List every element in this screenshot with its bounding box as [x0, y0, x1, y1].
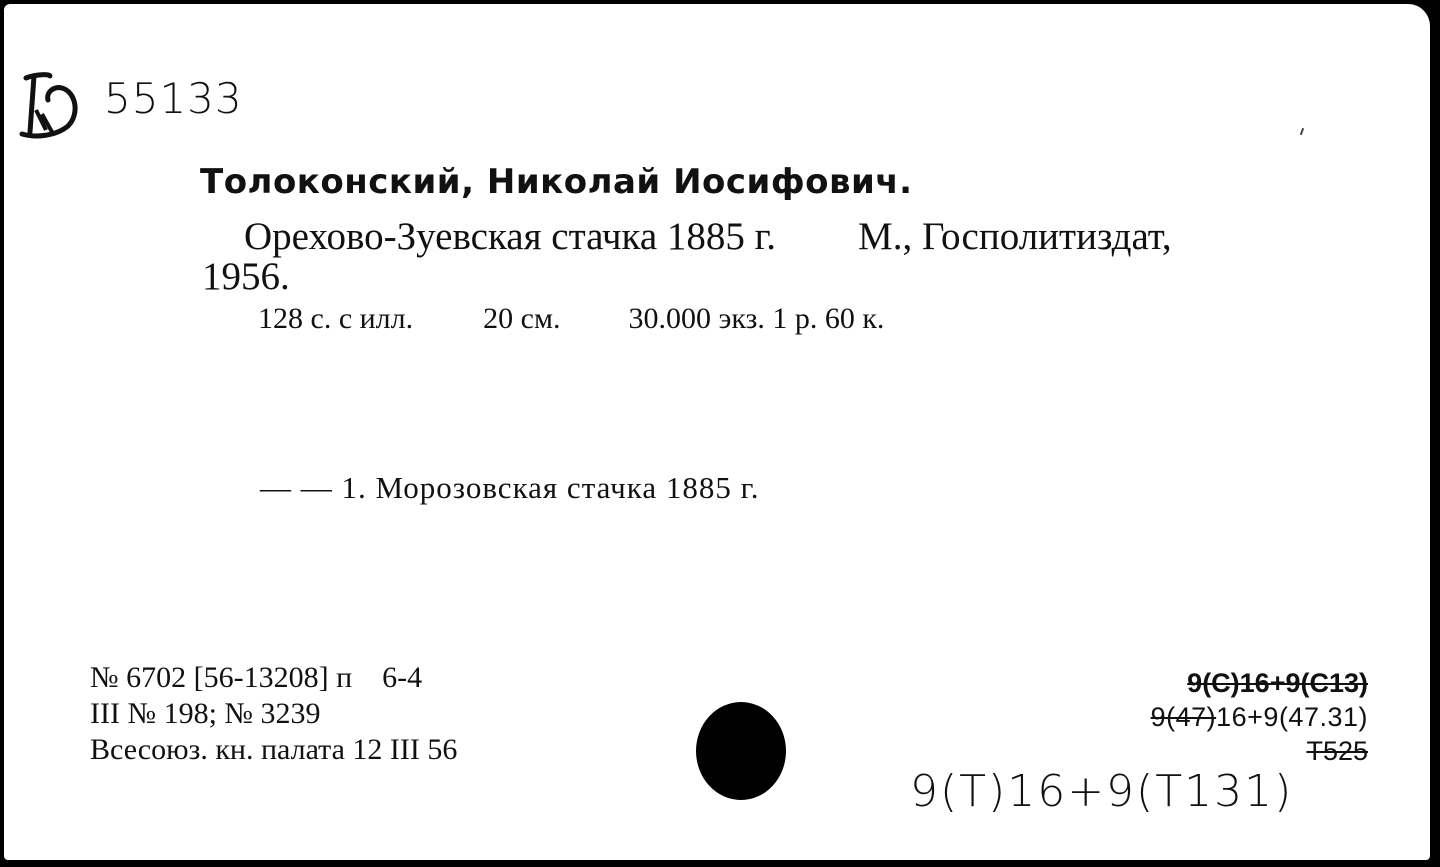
title-statement: [244, 214, 1172, 259]
catalog-card: [4, 4, 1430, 860]
handwritten-classification: 9(Т)16+9(Т131): [910, 766, 1294, 817]
imprint: М., Госполитиздат,: [858, 215, 1172, 258]
publication-year: 1956.: [202, 255, 290, 298]
class-line-3: Т525: [1306, 736, 1368, 766]
pencil-mark: [1300, 128, 1304, 135]
subject-heading: — — 1. Морозовская стачка 1885 г.: [260, 470, 760, 505]
class-line-1: 9(С)16+9(С13): [1187, 668, 1368, 698]
author-heading: Толоконский, Николай Иосифович.: [200, 162, 913, 202]
bibliographic-notes: [90, 660, 457, 768]
class-line-2: 9(47)16+9(47.31): [1150, 702, 1368, 732]
pagination: 128 с. с илл.: [258, 302, 414, 335]
bib-line-1: № 6702 [56-13208] п 6-4: [90, 661, 423, 694]
punch-hole: [696, 702, 786, 800]
print-run-price: 30.000 экз. 1 р. 60 к.: [628, 302, 885, 335]
bib-line-2: III № 198; № 3239: [90, 697, 321, 730]
bib-line-3: Всесоюз. кн. палата 12 III 56: [90, 733, 458, 766]
book-title: Орехово-Зуевская стачка 1885 г.: [244, 215, 777, 258]
physical-description: [258, 302, 884, 336]
dimensions: 20 см.: [483, 302, 561, 335]
handwritten-d-mark: [16, 70, 82, 140]
accession-number: 55133: [104, 74, 243, 123]
classification-block: [1151, 666, 1368, 768]
